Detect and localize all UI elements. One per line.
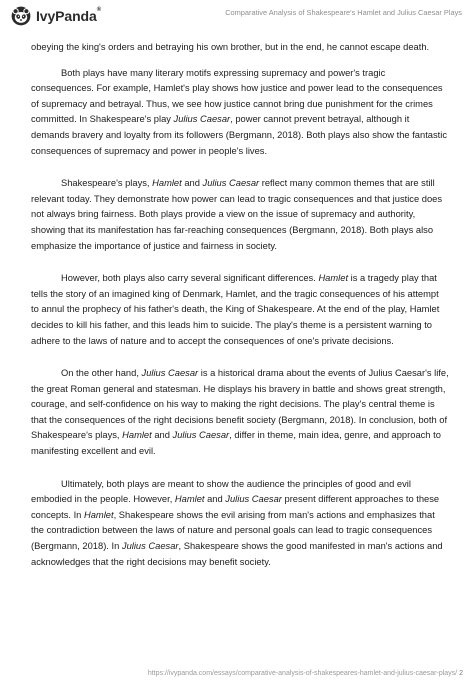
- text-run: , power cannot prevent betrayal, although it demands bravery and loyalty from its followers (Bergmann, 2018). Both plays also show the fantastic consequences of supremacy and power in people's lives.: [31, 114, 447, 156]
- italic-title: Julius Caesar: [141, 368, 199, 379]
- text-run: Both plays have many literary motifs expressing supremacy and power's tragic consequences. For example, Hamlet's play shows how justice and power lead to the consequences of supremacy and betrayal. Thus, we see how justice cannot bring due punishment for the crimes committed. In Shakespeare's play: [31, 67, 443, 125]
- text-run: and: [204, 494, 226, 505]
- italic-title: Hamlet: [83, 509, 114, 520]
- italic-title: Julius Caesar: [173, 114, 231, 125]
- text-run: present different approaches to these concepts. In: [31, 494, 440, 520]
- paragraph-gap: [31, 159, 449, 176]
- paragraph-gap: [31, 56, 449, 66]
- italic-title: Hamlet: [174, 494, 205, 505]
- brand-name: IvyPanda®: [36, 7, 102, 24]
- essay-body: [31, 40, 449, 570]
- text-run: Shakespeare's plays,: [61, 178, 153, 189]
- text-run: , differ in theme, main idea, genre, and approach to manifesting excellent and evil.: [31, 430, 441, 457]
- text-run: , Shakespeare shows the evil arising from man's actions and emphasizes that the contradiction between the laws of nature and personal goals can lead to tragic consequences (Bergmann, 2018). In: [31, 509, 435, 552]
- page-footer: [148, 670, 463, 677]
- page-header: [0, 0, 474, 32]
- text-run: , Shakespeare shows the good manifested in man's actions and acknowledges that the right decisions may benefit society.: [31, 541, 443, 567]
- paragraph: [31, 40, 449, 56]
- italic-title: Julius Caesar: [172, 430, 230, 441]
- italic-title: Hamlet: [122, 430, 152, 441]
- text-run: reflect many common themes that are still relevant today. They demonstrate how power can lead to tragic consequences and that justice does not always bring fairness. Both plays provide a view on the issue of supremacy and authority, showing that its manifestation has far-reaching consequences (Bergmann, 2018). Both plays also emphasize the importance of justice and fairness in society.: [31, 178, 443, 251]
- text-run: is a tragedy play that tells the story of an imagined king of Denmark, Hamlet, and the tragic consequences of his attempt to annul the prophecy of his father's death, the King of Shakespeare. At the end of the play, Hamlet decides to kill his father, and this leads him to suicide. The play's theme is a persistent warning to adhere to the laws of nature and to accept the consequences of one's private decisions.: [31, 273, 440, 346]
- source-url-link[interactable]: https://ivypanda.com/essays/comparative-analysis-of-shakespeares-hamlet-and-julius-caesar-plays/: [147, 670, 458, 677]
- brand-logo[interactable]: [11, 6, 101, 26]
- text-run: However, both plays also carry several significant differences.: [61, 273, 319, 284]
- italic-title: Hamlet: [152, 178, 182, 189]
- paragraph-gap: [31, 349, 449, 366]
- paragraph: [31, 366, 449, 460]
- text-run: is a historical drama about the events of Julius Caesar's life, the great Roman general and statesman. He displays his bravery in battle and shows great strength, courage, and self-confidence on his way to making the right decisions. The play's central theme is that the consequences of the right decisions benefit society (Bergmann, 2018). In conclusion, both of Shakespeare's plays,: [31, 368, 449, 441]
- ivypanda-logo-icon: [11, 6, 31, 26]
- paragraph: [31, 66, 449, 160]
- document-title: Comparative Analysis of Shakespeare's Hamlet and Julius Caesar Plays: [225, 8, 462, 17]
- paragraph: [31, 176, 449, 254]
- paragraph: [31, 271, 449, 349]
- italic-title: Julius Caesar: [121, 541, 179, 552]
- italic-title: Julius Caesar: [202, 178, 260, 189]
- page-number: 2: [459, 670, 463, 677]
- paragraph: [31, 477, 449, 571]
- text-run: and: [151, 430, 173, 441]
- italic-title: Julius Caesar: [225, 494, 282, 505]
- text-run: and: [181, 178, 203, 189]
- text-run: Ultimately, both plays are meant to show the audience the principles of good and evil embodied in the people. However,: [31, 478, 411, 505]
- italic-title: Hamlet: [318, 273, 349, 284]
- text-run: obeying the king's orders and betraying his own brother, but in the end, he cannot escape death.: [31, 42, 430, 52]
- text-run: On the other hand,: [61, 368, 142, 379]
- paragraph-gap: [31, 460, 449, 477]
- paragraph-gap: [31, 254, 449, 271]
